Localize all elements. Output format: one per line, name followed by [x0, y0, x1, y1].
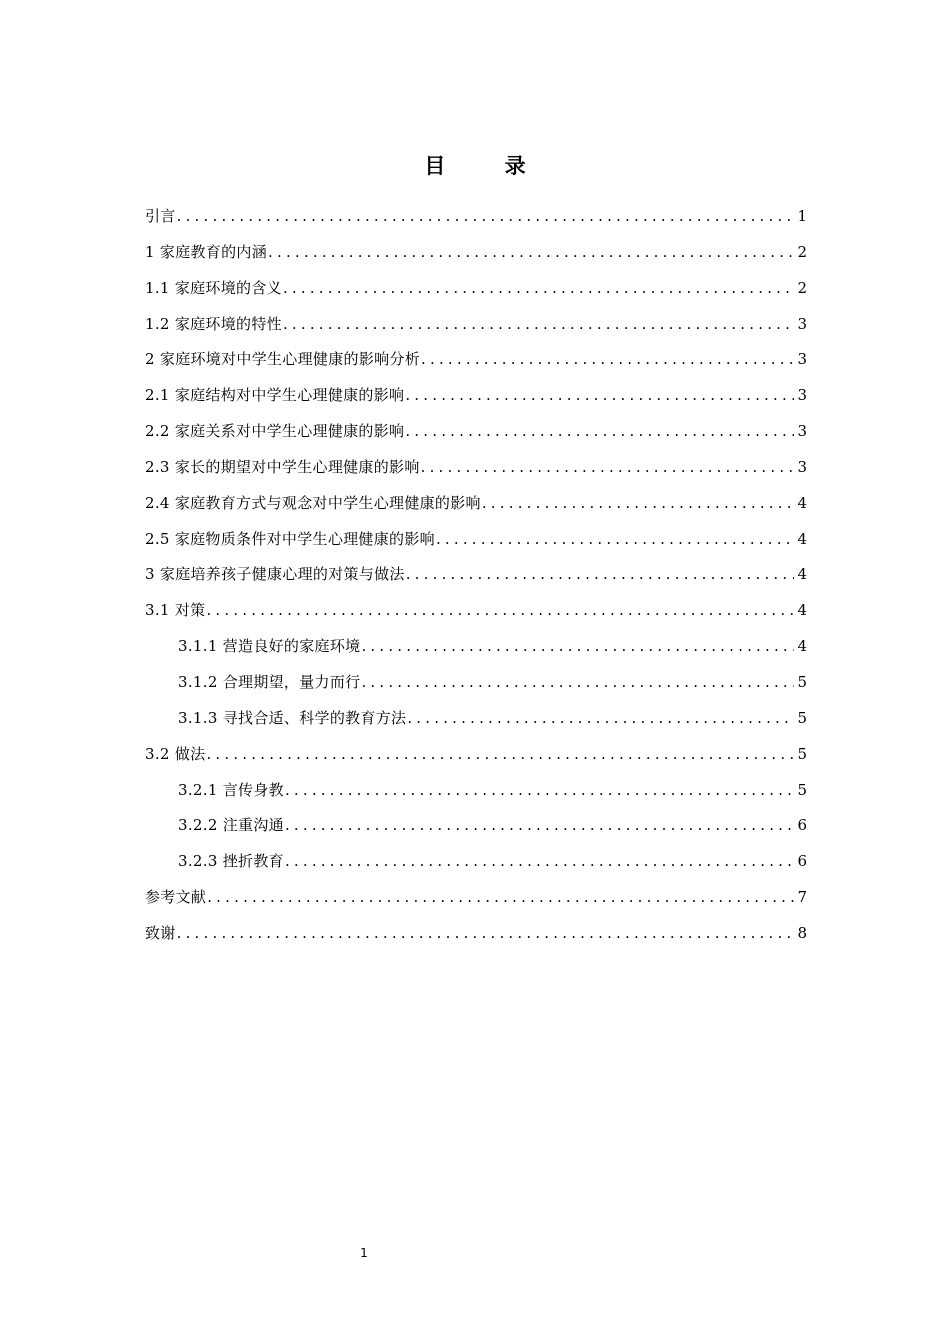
toc-entry[interactable] [145, 557, 807, 593]
toc-list [145, 199, 807, 952]
page-number: 1 [360, 1246, 368, 1260]
toc-entry-page: 3 [797, 314, 807, 333]
toc-entry[interactable] [145, 271, 807, 307]
toc-entry-label: 3 家庭培养孩子健康心理的对策与做法 [145, 565, 405, 584]
toc-entry-label: 引言 [145, 207, 176, 225]
toc-entry-page: 3 [797, 350, 807, 369]
toc-entry-label: 1.1 家庭环境的含义 [145, 278, 282, 297]
toc-dot-leader [405, 414, 794, 450]
toc-entry[interactable] [145, 414, 807, 450]
toc-entry-label: 3.2.1 言传身教 [178, 780, 284, 799]
toc-entry[interactable] [145, 486, 807, 522]
toc-entry[interactable] [145, 701, 807, 737]
toc-dot-leader [283, 271, 795, 307]
toc-entry-page: 7 [797, 888, 807, 907]
toc-dot-leader [177, 199, 795, 235]
toc-entry[interactable] [145, 199, 807, 235]
toc-entry-page: 1 [797, 207, 807, 225]
toc-title: 目 录 [424, 154, 552, 178]
toc-entry-label: 参考文献 [145, 888, 207, 907]
toc-entry-label: 3.1.1 营造良好的家庭环境 [178, 637, 361, 656]
toc-entry-label: 2.4 家庭教育方式与观念对中学生心理健康的影响 [145, 493, 481, 512]
toc-entry-label: 3.2 做法 [145, 744, 206, 763]
toc-entry-label: 3.1.2 合理期望，量力而行 [178, 672, 361, 691]
toc-entry-label: 2.3 家长的期望对中学生心理健康的影响 [145, 457, 420, 476]
toc-entry[interactable] [145, 342, 807, 378]
toc-entry-page: 5 [797, 672, 807, 691]
toc-entry-page: 6 [797, 816, 807, 835]
toc-dot-leader [207, 880, 794, 916]
toc-entry-label: 2.5 家庭物质条件对中学生心理健康的影响 [145, 529, 435, 548]
toc-entry[interactable] [145, 593, 807, 629]
toc-entry-page: 4 [797, 601, 807, 620]
toc-dot-leader [421, 342, 794, 378]
toc-dot-leader [206, 737, 794, 773]
toc-entry-page: 4 [797, 529, 807, 548]
toc-entry-label: 1 家庭教育的内涵 [145, 242, 268, 261]
toc-entry[interactable] [145, 378, 807, 414]
toc-entry-label: 致谢 [145, 923, 176, 942]
toc-dot-leader [406, 557, 795, 593]
toc-entry-page: 8 [797, 923, 807, 942]
toc-entry[interactable] [145, 522, 807, 558]
toc-dot-leader [361, 665, 794, 701]
toc-dot-leader [285, 844, 795, 880]
toc-entry-label: 2 家庭环境对中学生心理健康的影响分析 [145, 350, 421, 369]
toc-entry-label: 3.2.2 注重沟通 [178, 816, 284, 835]
toc-entry-page: 4 [797, 565, 807, 584]
toc-entry-page: 5 [797, 708, 807, 727]
toc-entry[interactable] [145, 307, 807, 343]
toc-entry-label: 1.2 家庭环境的特性 [145, 314, 282, 333]
toc-entry-label: 3.2.3 挫折教育 [178, 852, 284, 871]
toc-entry[interactable] [145, 665, 807, 701]
toc-entry-label: 2.1 家庭结构对中学生心理健康的影响 [145, 386, 405, 405]
toc-entry-page: 5 [797, 780, 807, 799]
toc-entry-page: 4 [797, 493, 807, 512]
toc-entry-page: 2 [797, 242, 807, 261]
toc-dot-leader [421, 450, 795, 486]
toc-entry[interactable] [145, 808, 807, 844]
toc-dot-leader [285, 773, 795, 809]
toc-entry[interactable] [145, 844, 807, 880]
toc-dot-leader [206, 593, 794, 629]
toc-dot-leader [405, 378, 794, 414]
toc-entry-page: 3 [797, 457, 807, 476]
toc-dot-leader [407, 701, 794, 737]
toc-entry-page: 3 [797, 386, 807, 405]
toc-entry-page: 2 [797, 278, 807, 297]
toc-entry[interactable] [145, 773, 807, 809]
toc-entry[interactable] [145, 737, 807, 773]
toc-dot-leader [177, 916, 795, 952]
toc-entry-label: 3.1.3 寻找合适、科学的教育方法 [178, 708, 407, 727]
toc-entry[interactable] [145, 235, 807, 271]
toc-entry[interactable] [145, 629, 807, 665]
toc-dot-leader [283, 307, 795, 343]
toc-entry[interactable] [145, 916, 807, 952]
toc-entry-label: 3.1 对策 [145, 601, 206, 620]
toc-entry-page: 3 [797, 422, 807, 441]
toc-entry-page: 4 [797, 637, 807, 656]
toc-dot-leader [482, 486, 795, 522]
toc-entry-page: 6 [797, 852, 807, 871]
toc-dot-leader [361, 629, 794, 665]
toc-dot-leader [268, 235, 794, 271]
toc-entry[interactable] [145, 450, 807, 486]
toc-entry[interactable] [145, 880, 807, 916]
toc-dot-leader [285, 808, 795, 844]
toc-entry-page: 5 [797, 744, 807, 763]
toc-dot-leader [436, 522, 795, 558]
toc-entry-label: 2.2 家庭关系对中学生心理健康的影响 [145, 422, 405, 441]
